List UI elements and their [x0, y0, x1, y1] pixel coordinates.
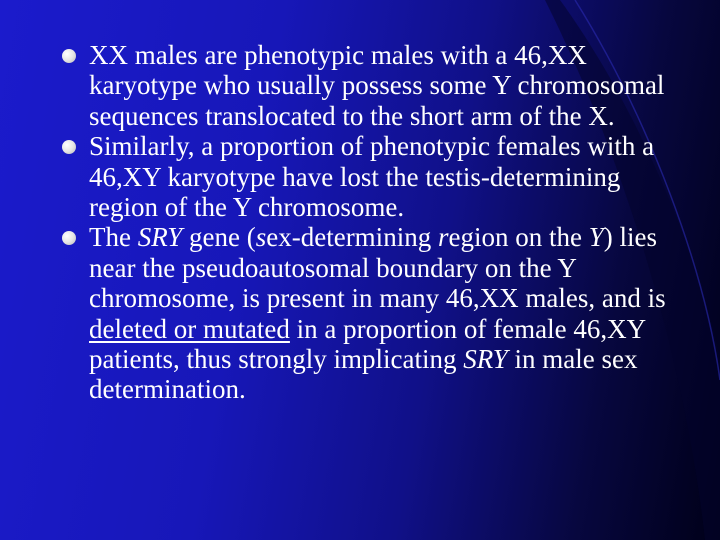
gene-name-italic: SRY [137, 222, 183, 253]
acronym-letter-italic: r [437, 222, 449, 253]
bullet-item [62, 222, 672, 404]
bullet-text: Similarly, a proportion of phenotypic females with a 46,XY karyotype have lost the testis-determining region of the Y chromosome. [89, 131, 655, 223]
bullet-text-part: The [89, 222, 138, 253]
bullet-dot-icon [62, 140, 76, 154]
bullet-text-part: ) lies near the pseudoautosomal boundary on the Y chromosome, is present in many 46,XX males, and is [89, 222, 666, 314]
acronym-letter-italic: Y [588, 222, 604, 253]
underlined-phrase: deleted or mutated [89, 313, 290, 344]
bullet-list [62, 40, 672, 405]
bullet-text: XX males are phenotypic males with a 46,XX karyotype who usually possess some Y chromosomal sequences translocated to the short arm of the X. [89, 40, 665, 131]
bullet-dot-icon [62, 231, 76, 245]
bullet-dot-icon [62, 49, 76, 63]
bullet-item [62, 40, 672, 131]
bullet-text-part: egion on the [448, 222, 589, 253]
bullet-text-part: ex-determining [266, 222, 438, 253]
bullet-text-part: in a proportion of female 46,XY patients, thus strongly implicating [89, 313, 646, 375]
gene-name-italic: SRY [463, 344, 508, 375]
acronym-letter-italic: s [255, 222, 267, 253]
bullet-text-part: gene ( [182, 222, 256, 253]
bullet-item [62, 131, 672, 222]
bullet-text-part: in male sex determination. [89, 344, 638, 405]
